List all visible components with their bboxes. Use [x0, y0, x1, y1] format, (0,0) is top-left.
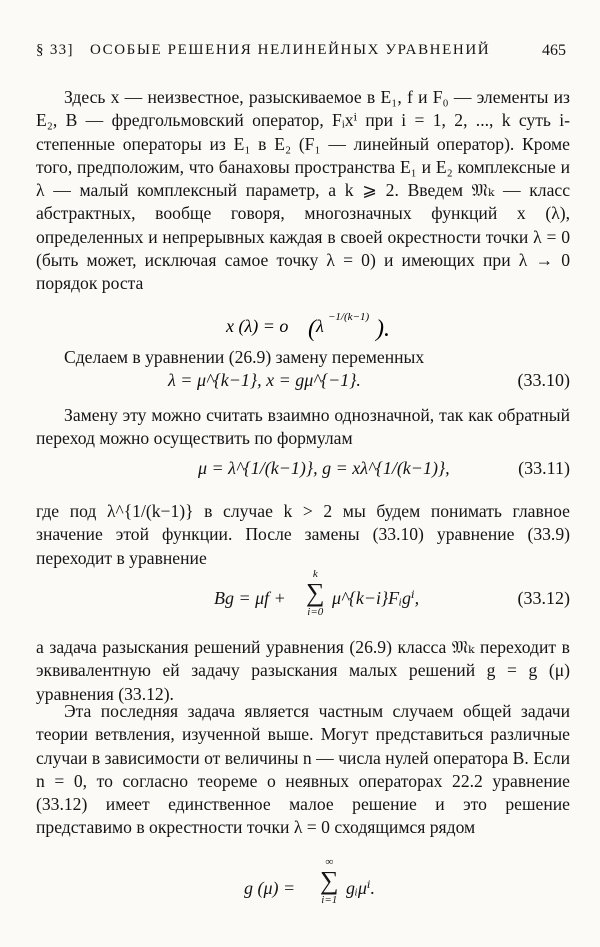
growth-lhs: x (λ) = o [226, 316, 289, 336]
growth-base: λ [316, 316, 324, 336]
sum-upper-limit: k [312, 568, 318, 580]
paragraph-equivalent-problem: а задача разыскания решений уравнения (26.9) класса 𝔐ₖ переходит в эквивалентную ей задачу разыскания малых решений g = g (μ) уравнения (33.12). [36, 637, 570, 704]
series-lower-limit: i=1 [321, 894, 338, 906]
paragraph-principal-value: где под λ^{1/(k−1)} в случае k > 2 мы будем понимать главное значение этой функции. После замены (33.10) уравнение (33.9) переходит в уравнение [36, 501, 570, 568]
page-number: 465 [542, 42, 566, 59]
eq-33-11-formula: μ = λ^{1/(k−1)}, g = xλ^{1/(k−1)}, [198, 458, 450, 478]
equation-series [36, 856, 570, 926]
growth-exponent: −1/(k−1) [328, 311, 370, 323]
left-paren: ( [308, 316, 316, 342]
eq-33-10-number: (33.10) [517, 370, 570, 390]
series-sum-operator [320, 856, 339, 906]
paragraph-inverse: Замену эту можно считать взаимно однозначной, так как обратный переход можно осуществить по формулам [36, 405, 570, 449]
series-sigma-symbol: ∑ [320, 866, 339, 895]
running-title: ОСОБЫЕ РЕШЕНИЯ НЕЛИНЕЙНЫХ УРАВНЕНИЙ [90, 42, 491, 58]
equation-33-10 [36, 370, 570, 406]
paragraph-branching: Эта последняя задача является частным случаем общей задачи теории ветвления, изученной выше. Могут представиться различные случаи в зависимости от величины n — числа нулей оператора B. Если n = 0, то согласно теореме о неявных операторах 22.2 уравнение (33.12) имеет единственное малое решение и это решение представимо в окрестности точки λ = 0 сходящимся рядом [36, 701, 570, 838]
equation-33-11 [36, 458, 570, 494]
equation-growth-order [36, 310, 570, 346]
sum-operator [306, 568, 325, 618]
sigma-symbol: ∑ [306, 578, 325, 607]
right-paren: ). [376, 316, 390, 342]
series-lhs: g (μ) = [244, 878, 296, 898]
series-upper-limit: ∞ [325, 856, 334, 868]
eq-33-10-formula: λ = μ^{k−1}, x = gμ^{−1}. [168, 370, 361, 390]
equation-33-12 [36, 568, 570, 630]
eq-33-12-number: (33.12) [517, 588, 570, 608]
paragraph-definitions: Здесь x — неизвестное, разыскиваемое в E₁, f и F₀ — элементы из E₂, B — фредгольмовский оператор, Fᵢxⁱ при i = 1, 2, ..., k суть i-степенные операторы из E₁ в E₂ (F₁ — линейный оператор). Кроме того, предположим, что банаховы пространства E₁ и E₂ комплексные и λ — малый комплексный параметр, а k ⩾ 2. Введем 𝔐ₖ — класс абстрактных, вообще говоря, многозначных функций x (λ), определенных и непрерывных каждая в своей окрестности точки λ = 0 (быть может, исключая самое точку λ = 0) и имеющих при λ → 0 порядок роста [36, 87, 570, 294]
eq-33-11-number: (33.11) [518, 458, 570, 478]
eq-33-12-lhs: Bg = μf + [214, 588, 286, 608]
series-term: gᵢμⁱ. [346, 878, 376, 898]
eq-33-12-term: μ^{k−i}Fᵢgⁱ, [332, 588, 420, 608]
section-mark: § 33] [36, 42, 74, 58]
sum-lower-limit: i=0 [307, 606, 324, 618]
growth-order-formula [36, 310, 570, 346]
paragraph-substitution: Сделаем в уравнении (26.9) замену переменных [64, 347, 425, 367]
